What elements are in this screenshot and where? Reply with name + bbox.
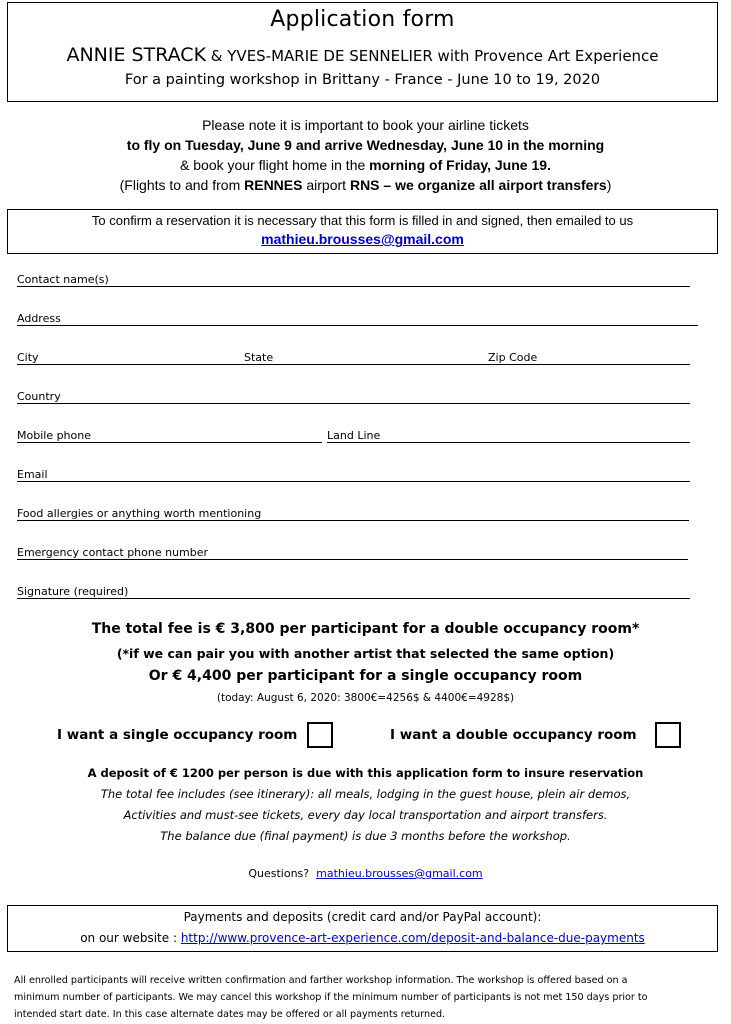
signature-label: Signature (required)	[17, 585, 129, 598]
footer-line-3: intended start date. In this case alternate dates may be offered or all payments returned.	[14, 1009, 446, 1020]
notice-line-1: Please note it is important to book your airline tickets	[202, 117, 529, 133]
single-room-label: I want a single occupancy room	[57, 727, 298, 743]
address-field[interactable]	[17, 312, 698, 326]
city-line[interactable]	[17, 364, 244, 365]
notice-line-4a: (Flights to and from	[119, 177, 245, 193]
notice-line-4e: )	[606, 177, 612, 193]
notice-line-4d: RNS – we organize all airport transfers	[349, 177, 607, 193]
questions-line	[0, 867, 731, 880]
signature-line	[17, 598, 690, 599]
address-label: Address	[17, 312, 61, 325]
contact-name-field[interactable]	[17, 273, 690, 287]
country-label: Country	[17, 390, 61, 403]
workshop-subtitle: For a painting workshop in Brittany - France - June 10 to 19, 2020	[124, 72, 601, 88]
contact-name-label: Contact name(s)	[17, 273, 109, 286]
state-label: State	[244, 351, 274, 364]
fee-double: The total fee is € 3,800 per participant for a double occupancy room*	[91, 621, 640, 637]
emergency-contact-line	[17, 559, 688, 560]
payments-box	[7, 905, 718, 952]
notice-line-4c: airport	[302, 177, 350, 193]
notice-line-3b: morning of Friday, June 19.	[369, 157, 551, 173]
country-field[interactable]	[17, 390, 690, 404]
food-allergies-line	[17, 520, 689, 521]
flight-notice	[0, 115, 731, 195]
confirm-text: To confirm a reservation it is necessary that this form is filled in and signed, then emailed to us	[91, 213, 634, 228]
questions-label: Questions?	[248, 867, 310, 880]
email-line	[17, 481, 690, 482]
zip-line[interactable]	[488, 364, 690, 365]
confirm-email-wrap	[8, 231, 717, 247]
payments-text: Payments and deposits (credit card and/or PayPal account):	[183, 910, 542, 924]
signature-field[interactable]	[17, 585, 690, 599]
payments-website-line	[8, 931, 717, 945]
landline-line[interactable]	[327, 442, 690, 443]
state-line[interactable]	[244, 364, 488, 365]
notice-line-4b: RENNES	[244, 177, 303, 193]
food-allergies-field[interactable]	[17, 507, 689, 521]
confirm-email-link[interactable]: mathieu.brousses@gmail.com	[261, 231, 464, 247]
landline-label: Land Line	[327, 429, 381, 442]
notice-line-3a: & book your flight home in the	[180, 157, 370, 173]
footer-note	[14, 972, 719, 1023]
contact-name-line	[17, 286, 690, 287]
double-room-checkbox[interactable]	[655, 722, 681, 748]
emergency-contact-label: Emergency contact phone number	[17, 546, 209, 559]
food-allergies-label: Food allergies or anything worth mentioning	[17, 507, 262, 520]
confirm-box	[7, 209, 718, 254]
city-label: City	[17, 351, 39, 364]
form-title: Application form	[270, 7, 455, 32]
fee-single: Or € 4,400 per participant for a single occupancy room	[148, 668, 583, 684]
payments-url-link[interactable]: http://www.provence-art-experience.com/deposit-and-balance-due-payments	[180, 931, 645, 945]
host-rest: & YVES-MARIE DE SENNELIER with Provence Art Experience	[206, 47, 659, 65]
deposit-includes-2: Activities and must-see tickets, every day local transportation and airport transfers.	[123, 808, 608, 822]
mobile-line[interactable]	[17, 442, 322, 443]
deposit-heading: A deposit of € 1200 per person is due with this application form to insure reservation	[87, 766, 644, 780]
host-name: ANNIE STRACK	[66, 44, 207, 66]
deposit-balance-note: The balance due (final payment) is due 3 months before the workshop.	[160, 829, 571, 843]
single-room-checkbox[interactable]	[307, 722, 333, 748]
email-label: Email	[17, 468, 48, 481]
payments-website-label: on our website :	[80, 931, 181, 945]
mobile-label: Mobile phone	[17, 429, 92, 442]
notice-line-4	[0, 175, 731, 195]
notice-line-3	[0, 155, 731, 175]
email-field[interactable]	[17, 468, 690, 482]
questions-email-link[interactable]: mathieu.brousses@gmail.com	[316, 867, 483, 880]
notice-line-2: to fly on Tuesday, June 9 and arrive Wednesday, June 10 in the morning	[126, 137, 605, 153]
workshop-hosts	[8, 44, 717, 66]
header-box	[7, 2, 718, 102]
city-state-zip-row	[17, 351, 690, 365]
double-room-label: I want a double occupancy room	[390, 727, 637, 743]
footer-line-2: minimum number of participants. We may cancel this workshop if the minimum number of participants is not met 150 days prior to	[14, 992, 648, 1003]
phone-row	[17, 429, 690, 443]
fee-exchange-rate: (today: August 6, 2020: 3800€=4256$ & 4400€=4928$)	[216, 692, 515, 704]
address-line	[17, 325, 698, 326]
emergency-contact-field[interactable]	[17, 546, 688, 560]
footer-line-1: All enrolled participants will receive written confirmation and farther workshop information. The workshop is offered based on a	[14, 975, 628, 986]
deposit-includes-1: The total fee includes (see itinerary): all meals, lodging in the guest house, plein air demos,	[100, 787, 631, 801]
zip-label: Zip Code	[488, 351, 538, 364]
fee-note: (*if we can pair you with another artist that selected the same option)	[116, 646, 615, 661]
country-line	[17, 403, 690, 404]
